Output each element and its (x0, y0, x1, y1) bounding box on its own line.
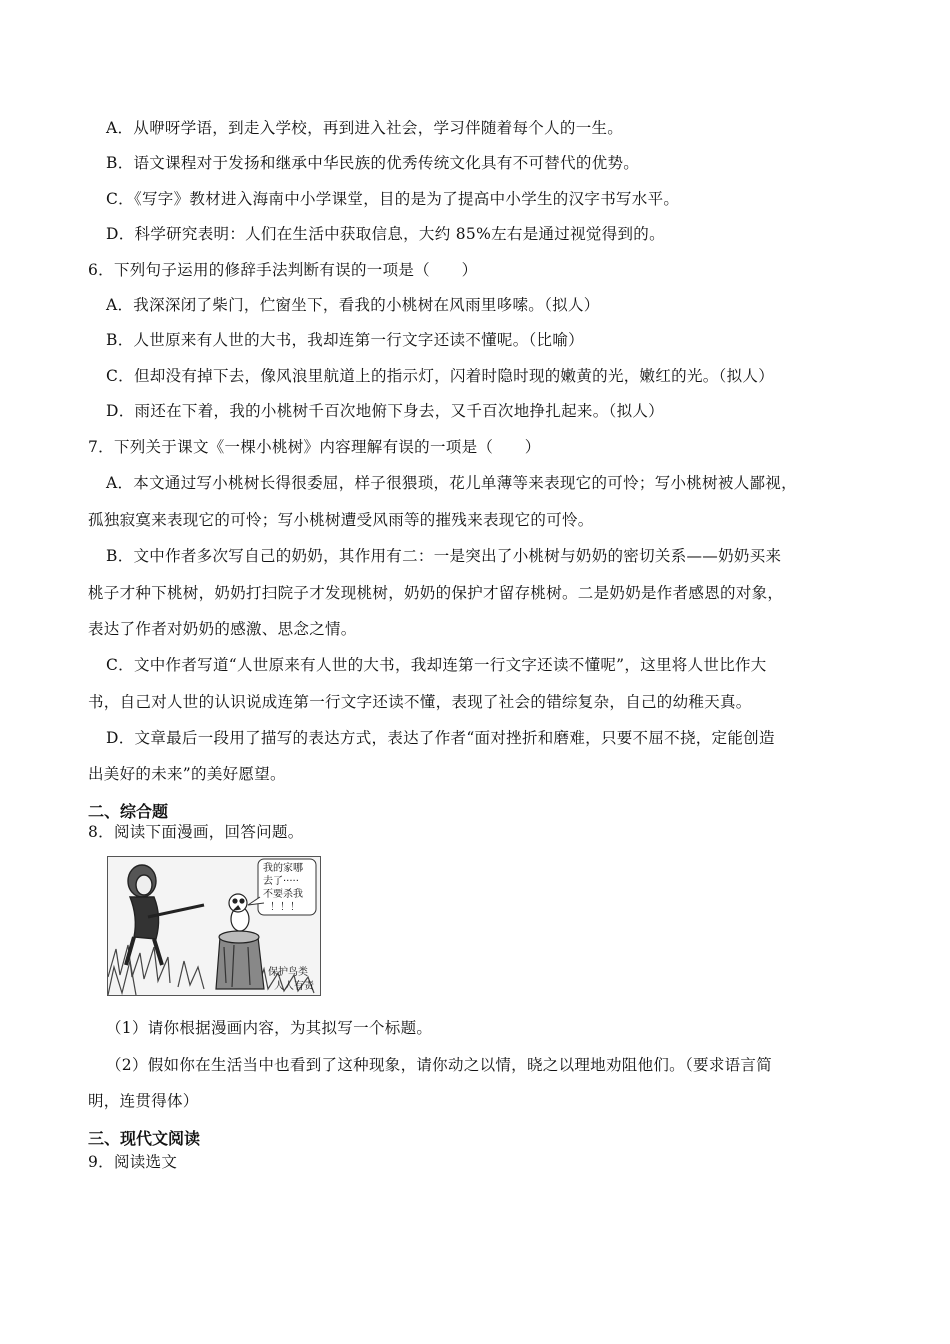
q9-stem: 9．阅读选文 (88, 1153, 178, 1171)
q7-option-d-line2: 出美好的未来”的美好愿望。 (88, 765, 286, 783)
q8-sub2-line1: （2）假如你在生活当中也看到了这种现象，请你动之以情，晓之以理地劝阻他们。（要求语言简 (106, 1056, 773, 1074)
q7-option-c-line2: 书，自己对人世的认识说成连第一行文字还读不懂，表现了社会的错综复杂，自己的幼稚天真。 (88, 693, 752, 711)
q7-option-b-line2: 桃子才种下桃树，奶奶打扫院子才发现桃树，奶奶的保护才留存桃树。二是奶奶是作者感恩的对象， (88, 584, 784, 602)
comic-sign-line2: 人人有责 (274, 981, 314, 992)
q8-stem: 8．阅读下面漫画，回答问题。 (88, 823, 304, 841)
q7-stem: 7．下列关于课文《一棵小桃树》内容理解有误的一项是（ ） (88, 438, 541, 456)
q5-option-a: A．从咿呀学语，到走入学校，再到进入社会，学习伴随着每个人的一生。 (106, 119, 624, 137)
tree-stump (216, 931, 264, 989)
speech-bubble (248, 859, 316, 915)
comic-image (107, 856, 321, 996)
q5-option-b: B．语文课程对于发扬和继承中华民族的优秀传统文化具有不可替代的优势。 (106, 154, 640, 172)
section3-heading: 三、现代文阅读 (88, 1129, 201, 1148)
q6-option-c: C．但却没有掉下去，像风浪里航道上的指示灯，闪着时隐时现的嫩黄的光，嫩红的光。（拟人） (106, 367, 775, 385)
q7-option-b-line1: B．文中作者多次写自己的奶奶，其作用有二：一是突出了小桃树与奶奶的密切关系——奶奶买来 (106, 547, 782, 565)
q6-option-d: D．雨还在下着，我的小桃树千百次地俯下身去，又千百次地挣扎起来。（拟人） (106, 402, 664, 420)
q7-option-a-line1: A．本文通过写小桃树长得很委屈，样子很猥琐，花儿单薄等来表现它的可怜；写小桃树被人鄙视， (106, 474, 797, 492)
q7-option-a-line2: 孤独寂寞来表现它的可怜；写小桃树遭受风雨等的摧残来表现它的可怜。 (88, 511, 594, 529)
q5-option-c: C．《写字》教材进入海南中小学课堂，目的是为了提高中小学生的汉字书写水平。 (106, 190, 680, 208)
q5-option-d: D．科学研究表明：人们在生活中获取信息，大约 85%左右是通过视觉得到的。 (106, 225, 665, 243)
q7-option-c-line1: C．文中作者写道“人世原来有人世的大书，我却连第一行文字还读不懂呢”，这里将人世比作大 (106, 656, 767, 674)
q7-option-d-line1: D．文章最后一段用了描写的表达方式，表达了作者“面对挫折和磨难，只要不屈不挠，定能创造 (106, 729, 775, 747)
comic-bubble-line: ！！！ (270, 902, 300, 913)
q6-option-a: A．我深深闭了柴门，伫窗坐下，看我的小桃树在风雨里哆嗦。（拟人） (106, 296, 600, 314)
q8-sub2-line2: 明，连贯得体） (88, 1092, 199, 1110)
q6-stem: 6．下列句子运用的修辞手法判断有误的一项是（ ） (88, 261, 478, 279)
q8-sub1: （1）请你根据漫画内容，为其拟写一个标题。 (106, 1019, 433, 1037)
bird-figure (229, 894, 249, 931)
comic-bubble-line: 不要杀我 (263, 889, 303, 900)
comic-sign-line1: 保护鸟类 (268, 967, 308, 978)
q6-option-b: B．人世原来有人世的大书，我却连第一行文字还读不懂呢。（比喻） (106, 331, 584, 349)
section2-heading: 二、综合题 (88, 802, 169, 821)
q7-option-b-line3: 表达了作者对奶奶的感激、思念之情。 (88, 620, 357, 638)
comic-bubble-line: 去了····· (263, 876, 299, 887)
comic-bubble-line: 我的家哪 (263, 863, 303, 874)
